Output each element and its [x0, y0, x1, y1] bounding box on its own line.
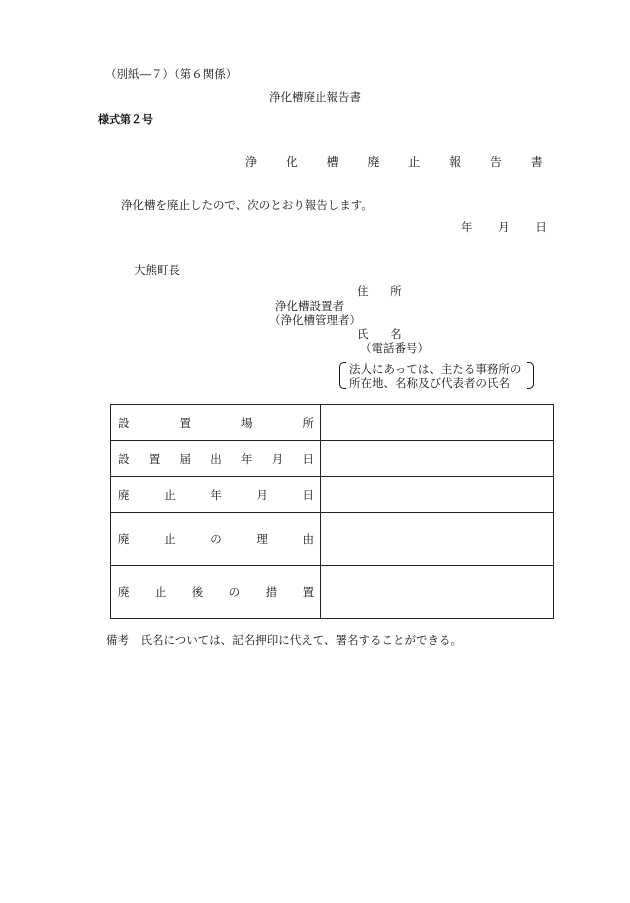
value-cell[interactable] [321, 405, 554, 441]
label-char: 廃 [118, 585, 130, 599]
label-char: 設 [118, 415, 130, 430]
report-table [110, 404, 554, 619]
label-char: 由 [302, 532, 314, 546]
date-month-label: 月 [498, 220, 510, 234]
reference-note: （別紙―７）（第６関係） [105, 67, 238, 81]
label-char: 年 [241, 451, 253, 466]
installer-label: 浄化槽設置者 [275, 299, 344, 313]
header-title: 浄化槽廃止報告書 [269, 90, 361, 104]
label-char: 届 [179, 451, 191, 466]
label-char: 場 [241, 415, 253, 430]
left-brace [339, 362, 346, 389]
label-char: の [210, 532, 222, 546]
table-row [111, 405, 554, 441]
row-label-abolition-date [111, 477, 321, 513]
recipient: 大熊町長 [134, 263, 180, 277]
corporate-note [339, 361, 539, 391]
label-char: 廃 [118, 487, 130, 502]
row-label-post-abolition-measures [111, 566, 321, 619]
label-char: 年 [210, 487, 222, 502]
label-char: 廃 [118, 532, 130, 546]
corporate-note-line1: 法人にあっては、主たる事務所の [349, 362, 522, 376]
row-label-installation-location [111, 405, 321, 441]
date-line [461, 219, 547, 235]
date-year-label: 年 [461, 220, 473, 234]
table-row [111, 477, 554, 513]
intro-text: 浄化槽を廃止したので、次のとおり報告します。 [121, 198, 373, 212]
label-char: 理 [256, 532, 268, 546]
label-char: 所 [302, 415, 314, 430]
label-chars [111, 451, 320, 467]
row-label-notification-date [111, 441, 321, 477]
label-char: 止 [164, 532, 176, 546]
value-cell[interactable] [321, 477, 554, 513]
label-char: 止 [154, 585, 167, 599]
value-cell[interactable] [321, 513, 554, 566]
label-char: 日 [302, 487, 314, 502]
corporate-note-line2: 所在地、名称及び代表者の氏名 [349, 376, 510, 390]
manager-label: （浄化槽管理者） [269, 313, 361, 327]
label-char: 月 [271, 451, 284, 466]
table-row [111, 513, 554, 566]
address-label: 住 所 [357, 284, 411, 298]
date-day-label: 日 [535, 220, 547, 234]
label-char: 置 [179, 415, 191, 430]
value-cell[interactable] [321, 566, 554, 619]
label-char: 月 [256, 487, 268, 502]
document-title: 浄 化 槽 廃 止 報 告 書 [245, 155, 556, 169]
label-chars [111, 531, 320, 547]
value-cell[interactable] [321, 441, 554, 477]
label-char: の [228, 585, 241, 599]
remarks: 備考 氏名については、記名押印に代えて、署名することができる。 [106, 633, 463, 647]
table-row [111, 566, 554, 619]
table-row [111, 441, 554, 477]
label-char: 措 [265, 585, 278, 599]
label-char: 日 [302, 451, 314, 466]
right-brace [527, 362, 534, 389]
label-chars [111, 487, 320, 503]
label-chars [111, 584, 320, 600]
label-char: 出 [210, 451, 222, 466]
label-char: 置 [302, 585, 314, 599]
label-char: 後 [191, 585, 204, 599]
label-char: 設 [118, 451, 130, 466]
phone-label: （電話番号） [360, 341, 429, 355]
form-number: 様式第２号 [98, 113, 153, 126]
label-chars [111, 415, 320, 431]
row-label-abolition-reason [111, 513, 321, 566]
name-label: 氏 名 [357, 327, 411, 341]
label-char: 止 [164, 487, 176, 502]
label-char: 置 [148, 451, 161, 466]
